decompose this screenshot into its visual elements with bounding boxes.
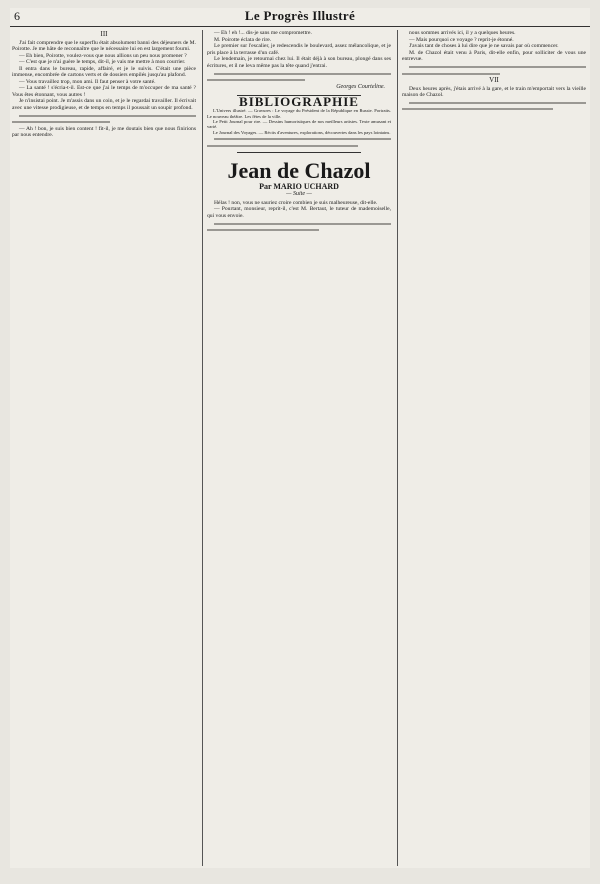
column-divider: [202, 30, 203, 866]
paragraph: nous sommes arrivés ici, il y a quelques heures.: [409, 30, 516, 36]
page-number: 6: [14, 9, 20, 23]
text-line: [207, 227, 319, 232]
text-line: [402, 71, 500, 76]
paragraph: — Ah ! bon, je suis bien content ! fit-il, je me doutais bien que nous finirions par nous entendre.: [12, 125, 196, 139]
column-divider: [397, 30, 398, 866]
newspaper-page: [10, 8, 590, 868]
text-line: [12, 119, 110, 124]
column-3: [402, 30, 586, 866]
paragraph: — La santé ! s'écria-t-il. Est-ce que j'ai le temps de m'occuper de ma santé ? Vous êtes étonnant, vous autres !: [12, 85, 196, 98]
paragraph: J'ai fait comprendre que le superflu était absolument banni des déjeuners de M. Poirotte. Je me hâte de reconnaître que le nécessaire lui en est largement fourni.: [12, 39, 196, 53]
paragraph: M. de Chazol était venu à Paris, dit-elle enfin, pour solliciter de vous une entrevue.: [402, 49, 586, 63]
paragraph: Deux heures après, j'étais arrivé à la gare, et le train m'emportait vers la vieille maison de Chazol.: [402, 85, 586, 99]
text-continuation: [207, 71, 391, 83]
text-line: [19, 113, 196, 118]
text-continuation: [402, 64, 586, 76]
text-continuation: [12, 113, 196, 125]
section-number: VII: [489, 76, 499, 84]
paragraph: Hélas ! non, vous ne sauriez croire combien je suis malheureuse, dit-elle.: [214, 199, 378, 206]
serial-novel-title: Jean de Chazol: [227, 157, 371, 183]
section-number: III: [100, 30, 108, 38]
paragraph: J'avais tant de choses à lui dire que je ne savais par où commencer.: [409, 43, 559, 50]
page-header: [10, 8, 590, 27]
author-signature: Georges Courteline.: [336, 84, 385, 91]
bibliography-heading: BIBLIOGRAPHIE: [239, 93, 359, 109]
text-line: [207, 143, 358, 148]
text-line: [409, 64, 586, 69]
paragraph: — Eh bien, Poirotte, voulez-vous que nous allions un peu nous promener ?: [19, 52, 187, 59]
bibliography-entry: L'Univers illustré. — Gravures : Le voyage du Président de la République en Russie. Portraits. Le nouveau théâtre. Les fêtes de la ville.: [207, 108, 391, 119]
separator-rule: [237, 152, 361, 153]
paragraph: — C'est que je n'ai guère le temps, dit-il, je vais me mettre à mon courrier.: [19, 59, 186, 66]
paragraph: — Pourtant, monsieur, reprit-il, c'est M. Bertaut, le tuteur de mademoiselle, qui vous envoie.: [207, 206, 391, 219]
text-line: [409, 100, 586, 105]
bibliography-section: [207, 108, 391, 147]
column-2: [207, 30, 391, 866]
text-line: [402, 106, 553, 111]
paragraph: M. Poirotte éclata de rire.: [214, 36, 272, 43]
bibliography-entry: Le Journal des Voyages. — Récits d'aventures, explorations, découvertes dans les pays lointains.: [213, 129, 391, 135]
paragraph: — Vous travaillez trop, mon ami. Il faut penser à votre santé.: [19, 78, 156, 85]
paragraph: Le premier sur l'escalier, je redescendis le boulevard, assez mélancolique, et je pris place à la terrasse d'un café.: [207, 43, 391, 56]
bibliography-entry: Le Petit Journal pour rire. — Dessins humoristiques de nos meilleurs artistes. Texte amusant et varié.: [207, 118, 391, 130]
paragraph: Je n'insistai point. Je m'assis dans un coin, et je le regardai travailler. Il écrivait avec une vitesse prodigieuse, et de temps en temps il poussait un soupir profond.: [12, 98, 196, 112]
text-continuation: [402, 100, 586, 112]
text-continuation: [207, 221, 391, 233]
paragraph: Il entra dans le bureau, rapide, affairé, et je le suivis. C'était une pièce immense, encombrée de cartons verts et de dossiers empilés jusqu'au plafond.: [12, 65, 196, 79]
newspaper-title: Le Progrès Illustré: [244, 8, 356, 23]
text-continuation: [207, 136, 391, 148]
column-1: [12, 30, 196, 866]
paragraph: Le lendemain, je retournai chez lui. Il était déjà à son bureau, plongé dans ses écritures, et il ne leva même pas la tête quand j'entrai.: [207, 56, 391, 69]
text-line: [214, 71, 391, 76]
serial-novel-author: Par MARIO UCHARD: [259, 181, 339, 191]
text-line: [214, 221, 391, 226]
paragraph: — Eh ! eh !... dis-je sans me compromettre.: [214, 30, 312, 36]
serial-continuation-label: — Suite —: [286, 191, 312, 198]
text-line: [207, 77, 305, 82]
text-line: [214, 136, 391, 141]
paragraph: — Mais pourquoi ce voyage ? reprit-je étonné.: [409, 36, 514, 43]
